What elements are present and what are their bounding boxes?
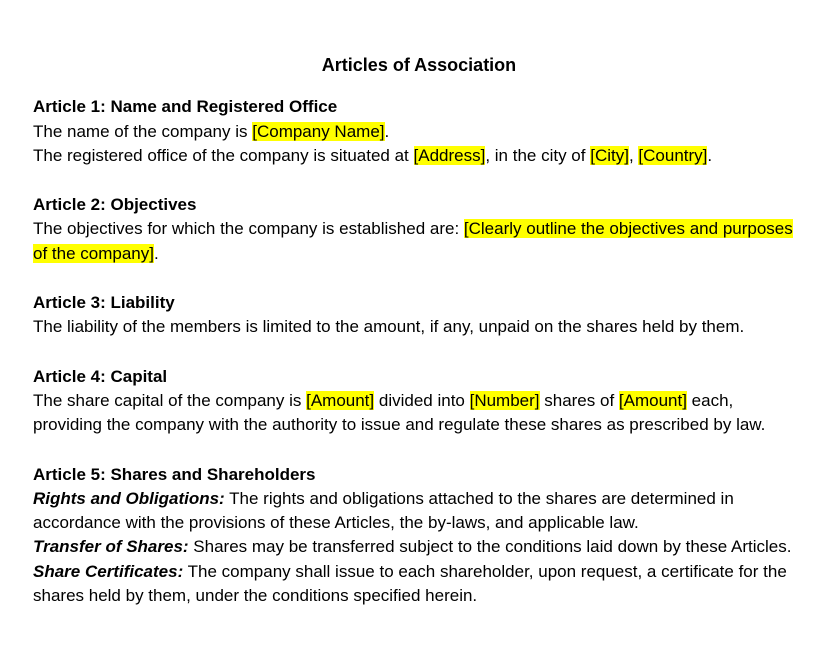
text-run: shares of [539,390,619,410]
text-run: The company shall issue to each shareholder, upon request, a certificate for the shares held by them, under the conditions specified herein. [33,561,787,606]
paragraph [33,217,805,266]
highlighted-placeholder[interactable]: [Amount] [306,390,375,410]
sections-container [33,95,805,608]
document-title: Articles of Association [321,55,517,75]
text-run: The rights and obligations attached to the shares are determined in accordance with the provisions of these Articles, the by-laws, and applicable law. [33,488,734,533]
article-section [33,463,805,609]
text-run: The objectives for which the company is established are: [33,219,464,239]
highlighted-placeholder[interactable]: [Country] [638,145,708,165]
text-run: . [153,243,159,263]
article-section [33,95,805,168]
text-run: . [707,145,713,165]
text-run: The registered office of the company is situated at [33,145,414,165]
highlighted-placeholder[interactable]: [Amount] [618,390,687,410]
article-heading: Article 1: Name and Registered Office [33,97,338,117]
text-run: each, providing the company with the authority to issue and regulate these shares as prescribed by law. [33,390,766,435]
article-heading: Article 5: Shares and Shareholders [33,464,316,484]
run-in-label: Transfer of Shares: [33,537,189,557]
run-in-label: Share Certificates: [33,561,184,581]
paragraph [33,315,805,339]
article-section [33,291,805,340]
text-run: , [628,145,639,165]
article-section [33,193,805,266]
paragraph [33,535,805,559]
paragraph [33,389,805,438]
text-run: . [384,121,390,141]
paragraph [33,487,805,536]
run-in-label: Rights and Obligations: [33,488,225,508]
text-run: The share capital of the company is [33,390,307,410]
article-heading: Article 3: Liability [33,293,175,313]
text-run: The name of the company is [33,121,253,141]
paragraph [33,560,805,609]
article-section [33,365,805,438]
paragraph [33,120,805,144]
highlighted-placeholder[interactable]: [Company Name] [252,121,385,141]
highlighted-placeholder[interactable]: [Number] [469,390,540,410]
text-run: divided into [374,390,470,410]
text-run: , in the city of [485,145,591,165]
text-run: The liability of the members is limited to the amount, if any, unpaid on the shares held by them. [33,317,745,337]
text-run: Shares may be transferred subject to the conditions laid down by these Articles. [188,537,792,557]
highlighted-placeholder[interactable]: [City] [590,145,629,165]
article-heading: Article 4: Capital [33,366,168,386]
paragraph [33,144,805,168]
highlighted-placeholder[interactable]: [Clearly outline the objectives and purposes of the company] [33,219,793,263]
article-heading: Article 2: Objectives [33,195,197,215]
highlighted-placeholder[interactable]: [Address] [413,145,486,165]
